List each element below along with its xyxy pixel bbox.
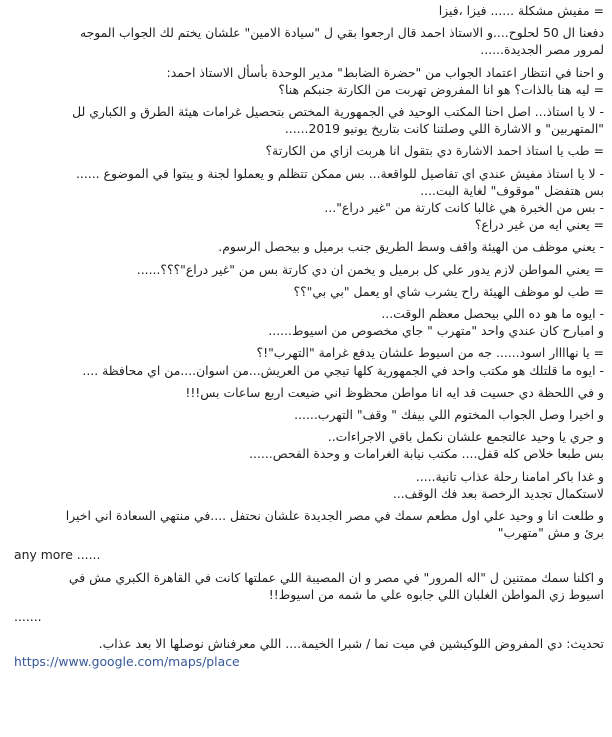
paragraph-line: - لا يا استاذ مفيش عندي اي تفاصيل للواقعة... بس ممكن تتظلم و يعملوا لجنة و يبتوا في الموضوع ...... xyxy=(75,165,604,181)
paragraph xyxy=(14,468,604,502)
paragraph xyxy=(14,103,604,137)
paragraph-line: = طب يا استاذ احمد الاشارة دي بتقول انا هربت ازاي من الكارتة؟ xyxy=(265,143,604,159)
post-paragraphs xyxy=(14,2,604,541)
paragraph xyxy=(14,142,604,159)
paragraph xyxy=(14,165,604,234)
paragraph-line: - ايوه ما قلتلك هو مكتب واحد في الجمهورية كلها تيجي من العريش...من اسوان....من اي محافظة .... xyxy=(82,362,604,378)
paragraph-line: اسيوط زي المواطن الغلبان اللي جابوه علي ما شمه من اسيوط!! xyxy=(268,586,604,602)
paragraph-line: - ايوه ما هو ده اللي بيحصل معظم الوقت... xyxy=(381,306,604,322)
paragraph-line: = مفيش مشكلة ...... فيزا ،فيزا xyxy=(438,3,604,18)
any-more-line xyxy=(14,546,604,563)
paragraph-line: و اكلنا سمك ممتنين ل "اله المرور" في مصر و ان المصيبة اللي عملتها كانت في القاهرة الكبري مش في xyxy=(68,569,604,585)
paragraph-line: بس هتفضل "موقوف" لغاية البت.... xyxy=(420,182,604,198)
paragraph-line: = ليه هنا بالذات؟ هو انا المفروض تهربت من الكارتة جنبكم هنا؟ xyxy=(278,81,604,97)
paragraph xyxy=(14,24,604,58)
paragraph xyxy=(14,64,604,98)
paragraph-line: - يعني موظف من الهيئة واقف وسط الطريق جنب برميل و بيحصل الرسوم. xyxy=(218,239,604,255)
paragraph xyxy=(14,283,604,300)
paragraph-line: لاستكمال تجديد الرخصة بعد فك الوقف... xyxy=(392,485,604,501)
paragraph xyxy=(14,569,604,603)
paragraph-line: = طب لو موظف الهيئة راح يشرب شاي او يعمل "بي بي"؟؟ xyxy=(293,283,604,299)
paragraph-line: دفعنا ال 50 لحلوح....و الاستاذ احمد قال ارجعوا بقي ل "سيادة الامين" علشان يختم لك الجواب الموجه xyxy=(79,25,604,41)
paragraph xyxy=(14,344,604,378)
any-more-text: any more ...... xyxy=(14,547,101,563)
paragraph-line: و اخيرا وصل الجواب المختوم اللي بيفك " وقف" التهرب...... xyxy=(294,407,604,423)
post-paragraphs-2 xyxy=(14,569,604,603)
paragraph-line: - بس من الخبرة هي غالبا كانت كارتة من "غير دراع"... xyxy=(324,200,604,216)
paragraph-line: و في اللحظة دي حسيت قد ايه انا مواطن محظوظ اني ضيعت اربع ساعات بس!!! xyxy=(185,384,604,400)
paragraph-line: و غدا باكر امامنا رحلة عذاب تانية..... xyxy=(415,468,604,484)
paragraph-line: = يعني ايه من غير دراع؟ xyxy=(474,217,604,233)
paragraph xyxy=(14,384,604,401)
maps-link[interactable]: https://www.google.com/maps/place xyxy=(14,653,240,669)
paragraph xyxy=(14,261,604,278)
paragraph-line: و جري يا وحيد عالتجمع علشان نكمل باقي الاجراءات.. xyxy=(327,429,604,445)
update-text: تحديث: دي المفروض اللوكيشين في ميت نما / شبرا الخيمة.... اللي معرفناش نوصلها الا بعد عذاب. xyxy=(98,636,604,652)
paragraph xyxy=(14,507,604,541)
paragraph-line: - لا يا استاذ... اصل احنا المكتب الوحيد في الجمهورية المختص بتحصيل غرامات هيئة الطرق و الكباري لل xyxy=(72,104,604,120)
paragraph-line: = يا نهاااار اسود...... جه من اسيوط علشان يدفع غرامة "التهرب"!؟ xyxy=(256,345,604,361)
ellipsis-line xyxy=(14,608,604,625)
paragraph-line: برئ و مش "متهرب" xyxy=(497,525,604,541)
paragraph xyxy=(14,2,604,19)
paragraph xyxy=(14,305,604,339)
paragraph xyxy=(14,238,604,255)
paragraph xyxy=(14,428,604,462)
ellipsis-text: ....... xyxy=(14,609,42,625)
paragraph-line: و احنا في انتظار اعتماد الجواب من "حضرة الضابط" مدير الوحدة بأسأل الاستاذ احمد: xyxy=(166,64,604,80)
paragraph-line: و طلعت انا و وحيد علي اول مطعم سمك في مصر الجديدة علشان نحتفل ....في منتهي السعادة اني اخيرا xyxy=(65,508,604,524)
paragraph-line: = يعني المواطن لازم يدور علي كل برميل و يخمن ان دي كارتة بس من "غير دراع"؟؟؟...... xyxy=(136,261,604,277)
paragraph-line: "المتهربين" و الاشارة اللي وصلتنا كانت بتاريخ يونيو 2019...... xyxy=(284,121,604,137)
paragraph-line: لمرور مصر الجديدة...... xyxy=(480,42,604,58)
paragraph-line: بس طبعا خلاص كله قفل.... مكتب نيابة الغرامات و وحدة الفحص...... xyxy=(249,446,604,462)
paragraph-line: و امبارح كان عندي واحد "متهرب " جاي مخصوص من اسيوط...... xyxy=(268,323,604,339)
update-paragraph xyxy=(14,635,604,669)
paragraph xyxy=(14,406,604,423)
